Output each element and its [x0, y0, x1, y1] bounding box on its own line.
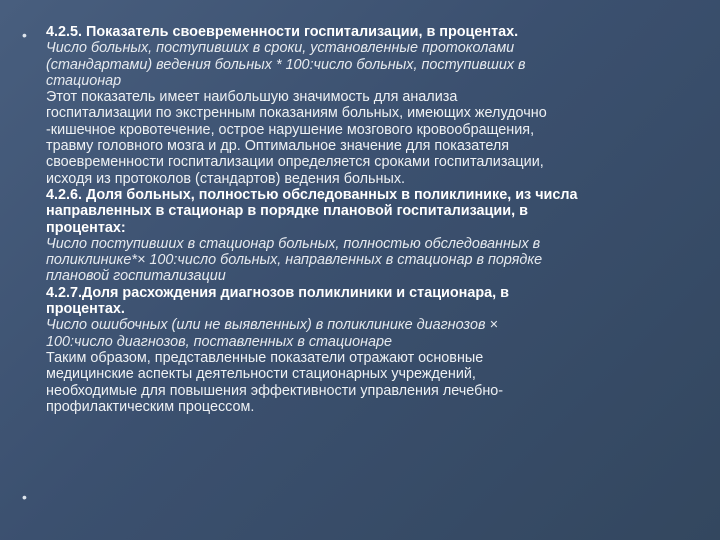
description-line: травму головного мозга и др. Оптимальное значение для показателя [46, 138, 510, 155]
description-line: исходя из протоколов (стандартов) ведения больных. [46, 170, 406, 187]
heading-line: направленных в стационар в порядке плановой госпитализации, в [46, 203, 528, 220]
conclusion-line: необходимые для повышения эффективности управления лечебно- [46, 382, 504, 399]
formula-line: стационар [46, 72, 122, 89]
section-4-2-5-formula [46, 40, 694, 89]
conclusion-line: медицинские аспекты деятельности стационарных учреждений, [46, 366, 476, 383]
formula-line: 100:число диагнозов, поставленных в стационаре [46, 333, 393, 350]
conclusion-line: Таким образом, представленные показатели отражают основные [46, 349, 484, 366]
bullet-point-empty: • [22, 489, 27, 505]
heading-line: процентах: [46, 219, 126, 236]
formula-line: Число больных, поступивших в сроки, установленные протоколами [46, 40, 515, 57]
bullet-point: • [22, 27, 27, 43]
description-line: своевременности госпитализации определяется сроками госпитализации, [46, 154, 544, 171]
section-4-2-7-formula [46, 317, 694, 350]
heading-line: процентах. [46, 301, 125, 318]
slide-body-text [46, 24, 694, 415]
formula-line: Число поступивших в стационар больных, полностью обследованных в [46, 235, 541, 252]
section-4-2-5-heading: 4.2.5. Показатель своевременности госпитализации, в процентах. [46, 24, 519, 40]
section-4-2-6-heading [46, 187, 694, 236]
heading-line: 4.2.7.Доля расхождения диагнозов поликлиники и стационара, в [46, 284, 510, 301]
conclusion-line: профилактическим процессом. [46, 398, 255, 415]
section-4-2-5 [46, 24, 694, 187]
description-line: -кишечное кровотечение, острое нарушение мозгового кровообращения, [46, 121, 535, 138]
section-4-2-6 [46, 187, 694, 285]
section-4-2-5-description [46, 89, 694, 187]
formula-line: поликлинике*× 100:число больных, направленных в стационар в порядке [46, 252, 543, 269]
conclusion-paragraph [46, 350, 694, 415]
heading-line: 4.2.6. Доля больных, полностью обследованных в поликлинике, из числа [46, 186, 578, 203]
section-4-2-6-formula [46, 236, 694, 285]
description-line: Этот показатель имеет наибольшую значимость для анализа [46, 89, 458, 106]
formula-line: (стандартами) ведения больных * 100:число больных, поступивших в [46, 56, 526, 73]
section-4-2-7-heading [46, 285, 694, 318]
formula-line: Число ошибочных (или не выявленных) в поликлинике диагнозов × [46, 317, 498, 334]
section-4-2-7 [46, 285, 694, 415]
formula-line: плановой госпитализации [46, 268, 226, 285]
description-line: госпитализации по экстренным показаниям больных, имеющих желудочно [46, 105, 547, 122]
